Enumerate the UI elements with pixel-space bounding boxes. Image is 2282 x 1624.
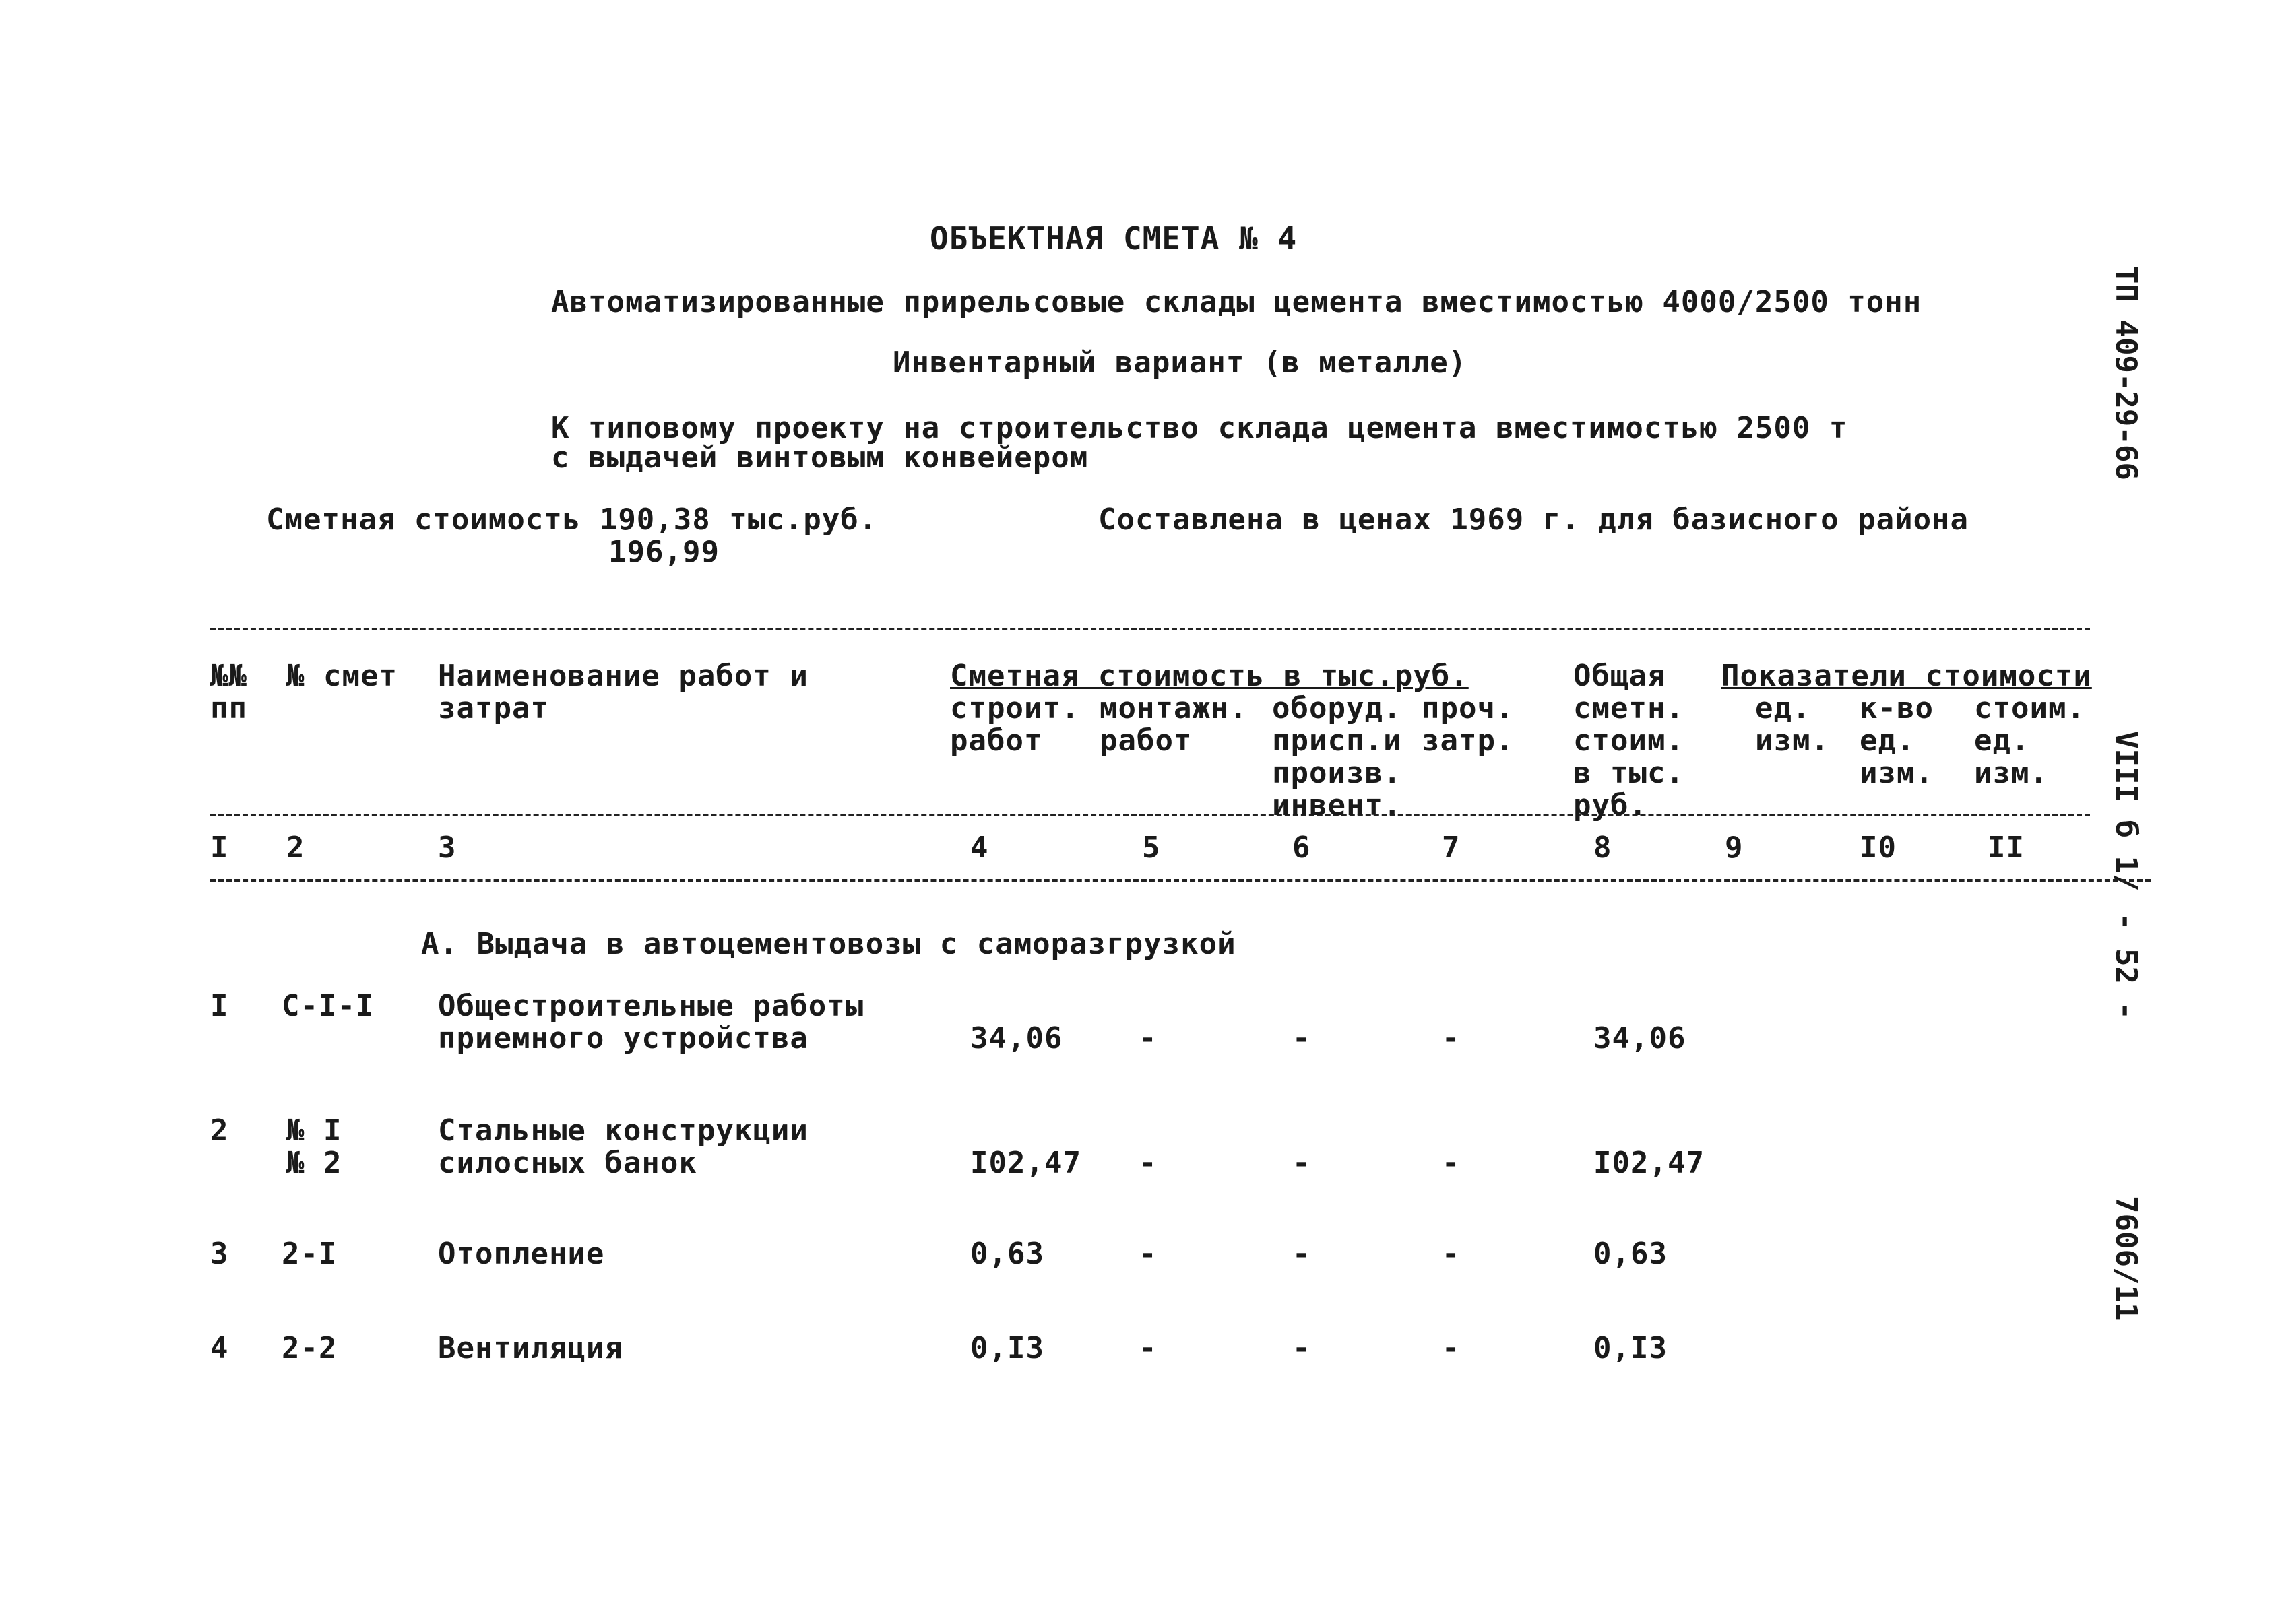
row-installation-cost: - bbox=[1139, 1237, 1158, 1271]
row-total-cost: 0,63 bbox=[1593, 1237, 1668, 1271]
row-other-cost: - bbox=[1442, 1021, 1461, 1055]
estimated-cost: Сметная стоимость 190,38 тыс.руб. bbox=[266, 502, 878, 537]
document-title: ОБЪЕКТНАЯ СМЕТА № 4 bbox=[930, 220, 1298, 257]
header-row-number: №№ пп bbox=[210, 659, 247, 725]
row-construction-cost: 34,06 bbox=[970, 1021, 1063, 1055]
column-number: 4 bbox=[970, 831, 989, 865]
row-total-cost: I02,47 bbox=[1593, 1146, 1705, 1180]
document-subtitle: Автоматизированные прирельсовые склады цемента вместимостью 4000/2500 тонн bbox=[551, 285, 1922, 319]
row-equipment-cost: - bbox=[1292, 1021, 1311, 1055]
project-code: ТП 409-29-66 bbox=[2109, 266, 2143, 480]
column-number: 6 bbox=[1292, 831, 1311, 865]
header-unit: ед. изм. bbox=[1755, 691, 1829, 758]
column-number: I bbox=[210, 831, 229, 865]
row-number: 2 bbox=[210, 1113, 229, 1148]
row-work-name: Вентиляция bbox=[438, 1331, 623, 1365]
header-installation-works: монтажн. работ bbox=[1100, 691, 1248, 758]
column-number: I0 bbox=[1860, 831, 1897, 865]
estimated-cost-alt: 196,99 bbox=[608, 535, 720, 569]
album-mark: VIII б 1/ bbox=[2109, 731, 2143, 892]
row-number: I bbox=[210, 989, 229, 1023]
row-equipment-cost: - bbox=[1292, 1237, 1311, 1271]
column-number: 3 bbox=[438, 831, 457, 865]
row-construction-cost: 0,63 bbox=[970, 1237, 1044, 1271]
page-number: - 52 - bbox=[2109, 913, 2143, 1020]
column-numbers-rule bbox=[210, 879, 2151, 882]
inventory-number: 7606/11 bbox=[2109, 1196, 2143, 1321]
row-other-cost: - bbox=[1442, 1237, 1461, 1271]
column-number: 5 bbox=[1142, 831, 1161, 865]
header-other-costs: проч. затр. bbox=[1422, 691, 1515, 758]
header-equipment: оборуд. присп.и произв. инвент. bbox=[1272, 691, 1402, 822]
row-equipment-cost: - bbox=[1292, 1146, 1311, 1180]
row-construction-cost: 0,I3 bbox=[970, 1331, 1044, 1365]
section-title: А. Выдача в автоцементовозы с саморазгрузкой bbox=[421, 927, 1236, 961]
header-work-name: Наименование работ и затрат bbox=[438, 659, 809, 725]
row-equipment-cost: - bbox=[1292, 1331, 1311, 1365]
variant-subtitle: Инвентарный вариант (в металле) bbox=[893, 346, 1467, 380]
row-installation-cost: - bbox=[1139, 1021, 1158, 1055]
row-estimate-number: 2-2 bbox=[282, 1331, 338, 1365]
column-number: 8 bbox=[1593, 831, 1612, 865]
row-estimate-number: 2-I bbox=[282, 1237, 338, 1271]
row-installation-cost: - bbox=[1139, 1146, 1158, 1180]
row-estimate-number: № I № 2 bbox=[286, 1113, 342, 1180]
column-number: 2 bbox=[286, 831, 305, 865]
prices-note: Составлена в ценах 1969 г. для базисного района bbox=[1098, 502, 1969, 537]
header-unit-cost: стоим. ед. изм. bbox=[1974, 691, 2085, 790]
row-estimate-number: С-I-I bbox=[282, 989, 375, 1023]
column-number: II bbox=[1988, 831, 2025, 865]
header-cost-group: Сметная стоимость в тыс.руб. bbox=[950, 659, 1469, 693]
header-construction-works: строит. работ bbox=[950, 691, 1080, 758]
project-note-line2: с выдачей винтовым конвейером bbox=[551, 441, 1089, 475]
header-bottom-rule bbox=[210, 814, 2090, 816]
row-work-name: Стальные конструкции силосных банок bbox=[438, 1113, 809, 1180]
header-estimate-number: № смет bbox=[286, 659, 398, 693]
column-number: 7 bbox=[1442, 831, 1461, 865]
row-number: 4 bbox=[210, 1331, 229, 1365]
row-construction-cost: I02,47 bbox=[970, 1146, 1081, 1180]
column-number: 9 bbox=[1725, 831, 1744, 865]
header-indicators-group: Показатели стоимости bbox=[1721, 659, 2092, 693]
row-work-name: Общестроительные работы приемного устройства bbox=[438, 989, 864, 1055]
project-note-line1: К типовому проекту на строительство склада цемента вместимостью 2500 т bbox=[551, 411, 1848, 445]
row-total-cost: 34,06 bbox=[1593, 1021, 1686, 1055]
row-work-name: Отопление bbox=[438, 1237, 605, 1271]
row-other-cost: - bbox=[1442, 1331, 1461, 1365]
row-installation-cost: - bbox=[1139, 1331, 1158, 1365]
header-unit-quantity: к-во ед. изм. bbox=[1860, 691, 1934, 790]
header-total-cost: Общая сметн. стоим. в тыс. руб. bbox=[1573, 659, 1684, 822]
table-top-rule bbox=[210, 628, 2090, 630]
row-number: 3 bbox=[210, 1237, 229, 1271]
row-total-cost: 0,I3 bbox=[1593, 1331, 1668, 1365]
row-other-cost: - bbox=[1442, 1146, 1461, 1180]
